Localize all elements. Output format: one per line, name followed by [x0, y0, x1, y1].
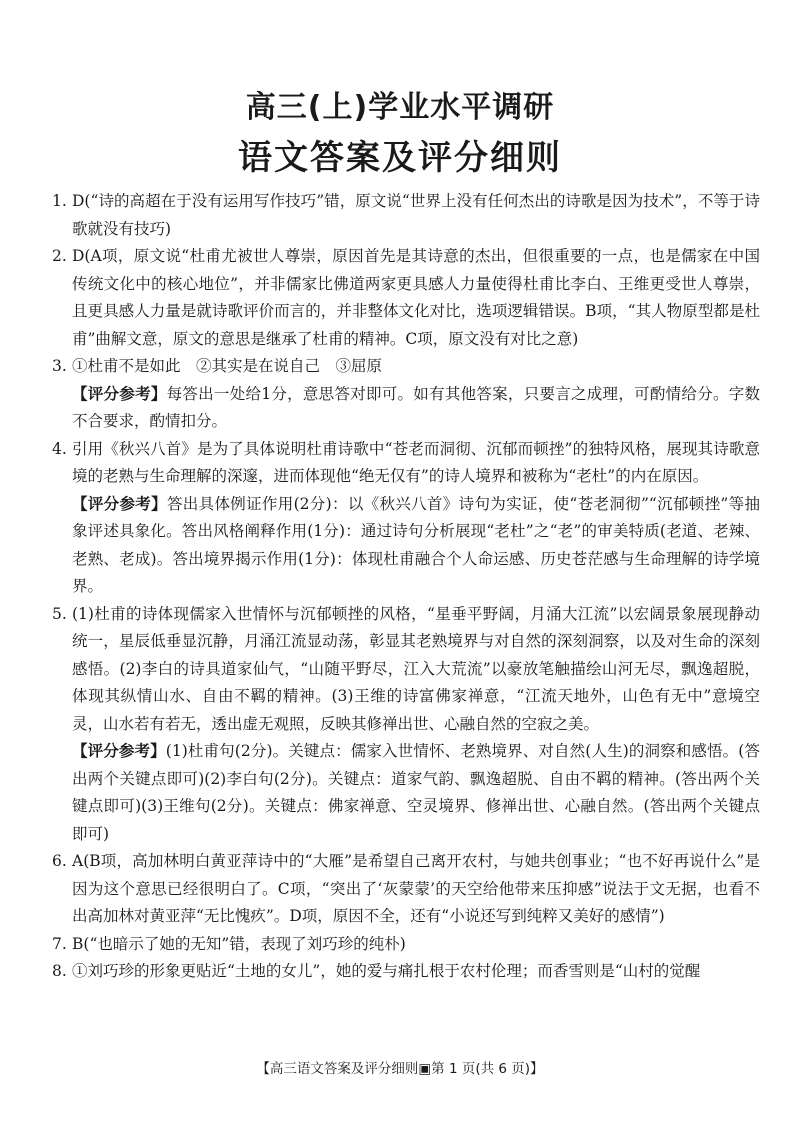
title-line-1: 高三(上)学业水平调研: [245, 90, 555, 125]
answer-item-3: [52, 353, 760, 436]
answer-text: A(B项，高加林明白黄亚萍诗中的“大雁”是希望自己离开农村，与她共创事业；“也不好再说什么”是因为这个意思已经很明白了。C项，“突出了‘灰蒙蒙’的天空给他带来压抑感”说法于文无据，也看不出高加林对黄亚萍“无比愧疚”。D项，原因不全，还有“小说还写到纯粹又美好的感情”): [72, 852, 760, 925]
answers-content: [52, 188, 760, 986]
scoring-reference-label: 【评分参考】: [72, 494, 167, 513]
answer-number: 6.: [52, 852, 67, 870]
answer-text: ①杜甫不是如此 ②其实是在说自己 ③屈原: [72, 357, 383, 375]
answer-number: 7.: [52, 934, 67, 953]
scoring-reference-text: (1)杜甫句(2分)。关键点：儒家入世情怀、老熟境界、对自然(人生)的洞察和感悟。(答出两个关键点即可)(2)李白句(2分)。关键点：道家气韵、飘逸超脱、自由不羁的精神。(答出两个关键点即可)(3)王维句(2分)。关键点：佛家禅意、空灵境界、修禅出世、心融自然。(答出两个关键点即可): [72, 742, 760, 843]
answer-text: B(“也暗示了她的无知”错，表现了刘巧珍的纯朴): [72, 934, 406, 953]
answer-number: 4.: [52, 439, 67, 458]
answer-number: 5.: [52, 604, 67, 623]
answer-text: 引用《秋兴八首》是为了具体说明杜甫诗歌中“苍老而洞彻、沉郁而顿挫”的独特风格，展现其诗歌意境的老熟与生命理解的深邃，进而体现他“绝无仅有”的诗人境界和被称为“老杜”的内在原因。: [72, 439, 760, 485]
title-line-2: 语文答案及评分细则: [238, 138, 562, 178]
answer-item-4: [52, 436, 760, 601]
scoring-reference: [72, 381, 760, 436]
answer-item-7: [52, 931, 760, 959]
scoring-reference: [72, 738, 760, 848]
answer-item-2: [52, 243, 760, 353]
answer-text: D(“诗的高超在于没有运用写作技巧”错，原文说“世界上没有任何杰出的诗歌是因为技术”，不等于诗歌就没有技巧): [72, 192, 760, 238]
answer-number: 2.: [52, 247, 67, 265]
answer-text: ①刘巧珍的形象更贴近“土地的女儿”，她的爱与痛扎根于农村伦理；而香雪则是“山村的觉醒: [72, 962, 701, 980]
answer-number: 1.: [52, 192, 67, 210]
answer-text: (1)杜甫的诗体现儒家入世情怀与沉郁顿挫的风格，“星垂平野阔，月涌大江流”以宏阔景象展现静动统一，星辰低垂显沉静，月涌江流显动荡，彰显其老熟境界与对自然的深刻洞察，以及对生命的深刻感悟。(2)李白的诗具道家仙气，“山随平野尽，江入大荒流”以豪放笔触描绘山河无尽，飘逸超脱，体现其纵情山水、自由不羁的精神。(3)王维的诗富佛家禅意，“江流天地外，山色有无中”意境空灵，山水若有若无，透出虚无观照，反映其修禅出世、心融自然的空寂之美。: [72, 604, 760, 733]
answer-number: 8.: [52, 962, 67, 980]
answer-item-6: [52, 848, 760, 931]
answer-item-1: [52, 188, 760, 243]
scoring-reference-text: 每答出一处给1分，意思答对即可。如有其他答案，只要言之成理，可酌情给分。字数不合要求，酌情扣分。: [72, 384, 760, 430]
scoring-reference-text: 答出具体例证作用(2分)：以《秋兴八首》诗句为实证，使“苍老洞彻”“沉郁顿挫”等抽象评述具象化。答出风格阐释作用(1分)：通过诗句分析展现“老杜”之“老”的审美特质(老道、老辣、老熟、老成)。答出境界揭示作用(1分)：体现杜甫融合个人命运感、历史苍茫感与生命理解的诗学境界。: [72, 494, 760, 595]
answer-item-5: [52, 601, 760, 849]
answer-text: D(A项，原文说“杜甫尤被世人尊崇，原因首先是其诗意的杰出，但很重要的一点，也是儒家在中国传统文化中的核心地位”，并非儒家比佛道两家更具感人力量使得杜甫比李白、王维更受世人尊崇，且更具感人力量是就诗歌评价而言的，并非整体文化对比，选项逻辑错误。B项，“其人物原型都是杜甫”曲解文意，原文的意思是继承了杜甫的精神。C项，原文没有对比之意): [72, 247, 760, 348]
page-footer: 【高三语文答案及评分细则▣第 1 页(共 6 页)】: [256, 1061, 544, 1077]
answer-number: 3.: [52, 357, 67, 375]
scoring-reference-label: 【评分参考】: [72, 384, 167, 403]
answer-item-8: [52, 958, 760, 986]
scoring-reference: [72, 491, 760, 601]
scoring-reference-label: 【评分参考】: [72, 742, 166, 760]
